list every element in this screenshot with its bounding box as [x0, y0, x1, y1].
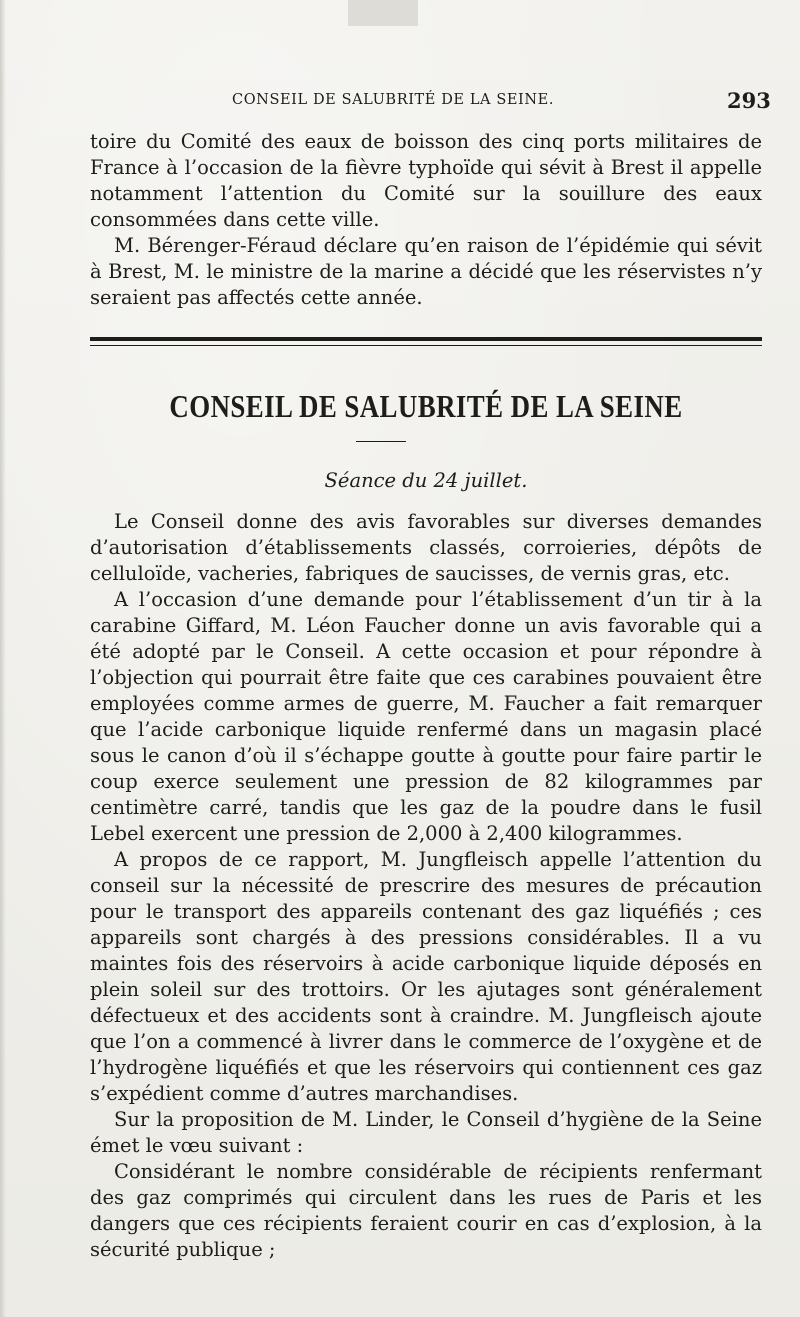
section-title: CONSEIL DE SALUBRITÉ DE LA SEINE — [169, 388, 683, 424]
section-body — [90, 509, 762, 1263]
paragraph: A propos de ce rapport, M. Jungfleisch appelle l’attention du conseil sur la nécessité de prescrire des mesures de précaution pour le transport des appareils contenant des gaz liquéfiés ; ces appareils sont chargés à des pressions considérables. Il a vu maintes fois des réservoirs à acide carbonique liquide déposés en plein soleil sur des trottoirs. Or les ajutages sont généralement défectueux et des accidents sont à craindre. M. Jungfleisch ajoute que l’on a commencé à livrer dans le commerce de l’oxygène et de l’hydrogène liquéfiés et que les réservoirs qui contiennent ces gaz s’expédient comme d’autres marchandises. — [90, 848, 762, 1105]
section-divider-thin — [90, 345, 762, 346]
running-head: CONSEIL DE SALUBRITÉ DE LA SEINE. — [232, 92, 555, 108]
paragraph: M. Bérenger-Féraud déclare qu’en raison de l’épidémie qui sévit à Brest, M. le ministre de la marine a décidé que les réservistes n’y seraient pas affectés cette année. — [90, 234, 762, 309]
previous-section-text — [90, 129, 762, 311]
paragraph: A l’occasion d’une demande pour l’établissement d’un tir à la carabine Giffard, M. Léon Faucher donne un avis favorable qui a été adopté par le Conseil. A cette occasion et pour répondre à l’objection qui pourrait être faite que ces carabines pouvaient être employées comme armes de guerre, M. Faucher a fait remarquer que l’acide carbonique liquide renfermé dans un magasin placé sous le canon d’où il s’échappe goutte à goutte pour faire partir le coup exerce seulement une pression de 82 kilogrammes par centimètre carré, tandis que les gaz de la poudre dans le fusil Lebel exercent une pression de 2,000 à 2,400 kilogrammes. — [90, 588, 762, 845]
title-underline — [356, 441, 406, 442]
paragraph: Sur la proposition de M. Linder, le Conseil d’hygiène de la Seine émet le vœu suivant : — [90, 1108, 762, 1157]
section-divider-thick — [90, 337, 762, 341]
paragraph: Le Conseil donne des avis favorables sur diverses demandes d’autorisation d’établissements classés, corroieries, dépôts de celluloïde, vacheries, fabriques de saucisses, de vernis gras, etc. — [90, 510, 762, 585]
session-date: Séance du 24 juillet. — [324, 469, 528, 492]
page-edge-shadow — [0, 0, 6, 1317]
paragraph: toire du Comité des eaux de boisson des cinq ports militaires de France à l’occasion de la fièvre typhoïde qui sévit à Brest il appelle notamment l’attention du Comité sur la souillure des eaux consommées dans cette ville. — [90, 130, 762, 231]
page-number: 293 — [727, 88, 771, 113]
paragraph: Considérant le nombre considérable de récipients renfermant des gaz comprimés qui circulent dans les rues de Paris et les dangers que ces récipients feraient courir en cas d’explosion, à la sécurité publique ; — [90, 1160, 762, 1261]
scan-smudge — [348, 0, 418, 26]
